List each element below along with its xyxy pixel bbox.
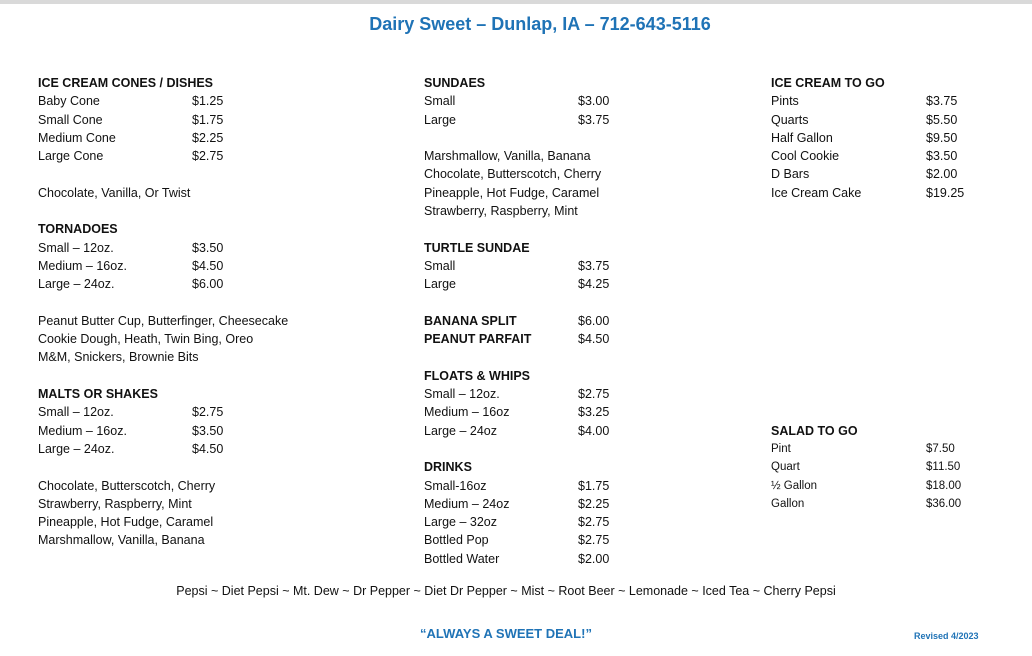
menu-item	[38, 403, 368, 421]
cone-flavors: Chocolate, Vanilla, Or Twist	[38, 185, 191, 200]
item-name: BANANA SPLIT	[424, 313, 517, 328]
tornado-flavors-line: Cookie Dough, Heath, Twin Bing, Oreo	[38, 332, 254, 347]
menu-item	[38, 440, 368, 458]
item-price: $2.75	[192, 149, 224, 164]
item-name: Medium – 16oz	[424, 405, 510, 420]
item-name: Small-16oz	[424, 478, 487, 493]
item-name: Large Cone	[38, 149, 104, 164]
malt-flavors-line: Chocolate, Butterscotch, Cherry	[38, 478, 216, 493]
item-price: $3.50	[926, 149, 958, 164]
turtle-heading: TURTLE SUNDAE	[424, 240, 530, 255]
malt-flavors-line: Pineapple, Hot Fudge, Caramel	[38, 515, 214, 530]
item-price: $3.75	[926, 94, 958, 109]
item-name: Large	[424, 112, 456, 127]
menu-item	[424, 385, 724, 403]
item-name: Quarts	[771, 112, 809, 127]
sundae-flavors-line: Strawberry, Raspberry, Mint	[424, 204, 578, 219]
item-price: $2.75	[192, 405, 224, 420]
item-price: $3.00	[578, 94, 610, 109]
cones-heading: ICE CREAM CONES / DISHES	[38, 76, 214, 90]
item-price: $19.25	[926, 185, 965, 200]
page-title: Dairy Sweet – Dunlap, IA – 712-643-5116	[369, 14, 711, 34]
special-item	[424, 330, 724, 348]
item-price: $11.50	[926, 461, 961, 474]
menu-item	[38, 92, 368, 110]
sundae-flavors-line: Pineapple, Hot Fudge, Caramel	[424, 185, 600, 200]
item-price: $3.50	[192, 240, 224, 255]
item-price: $4.25	[578, 277, 610, 292]
item-price: $2.25	[192, 130, 224, 145]
menu-item	[771, 165, 1011, 183]
menu-item	[38, 111, 368, 129]
menu-item	[771, 440, 1011, 458]
item-price: $9.50	[926, 130, 958, 145]
menu-item	[424, 92, 724, 110]
item-price: $2.25	[578, 496, 610, 511]
sundaes-heading: SUNDAES	[424, 76, 486, 90]
tornado-flavors-line: Peanut Butter Cup, Butterfinger, Cheesecake	[38, 313, 289, 328]
item-price: $1.25	[192, 94, 224, 109]
special-item	[424, 312, 724, 330]
revised-date: Revised 4/2023	[914, 631, 979, 641]
menu-item	[424, 275, 724, 293]
menu-column-middle	[424, 74, 724, 568]
menu-item	[38, 422, 368, 440]
item-name: Medium – 24oz	[424, 496, 510, 511]
menu-item	[424, 111, 724, 129]
menu-item	[771, 184, 1011, 202]
item-name: Small – 12oz.	[424, 387, 500, 402]
item-price: $2.75	[578, 515, 610, 530]
menu-item	[38, 275, 368, 293]
item-price: $5.50	[926, 112, 958, 127]
item-price: $4.50	[578, 332, 610, 347]
item-price: $2.75	[578, 533, 610, 548]
item-name: Bottled Pop	[424, 533, 489, 548]
item-name: Small – 12oz.	[38, 240, 114, 255]
slogan: “ALWAYS A SWEET DEAL!”	[420, 626, 592, 641]
togo-heading: ICE CREAM TO GO	[771, 76, 885, 90]
malt-flavors-line: Marshmallow, Vanilla, Banana	[38, 533, 205, 548]
item-name: Large – 24oz.	[38, 277, 115, 292]
menu-item	[424, 422, 724, 440]
menu-item	[424, 550, 724, 568]
item-price: $36.00	[926, 497, 962, 510]
tornado-flavors-line: M&M, Snickers, Brownie Bits	[38, 350, 199, 365]
sundae-flavors-line: Marshmallow, Vanilla, Banana	[424, 149, 591, 164]
item-name: Medium – 16oz.	[38, 258, 127, 273]
item-name: Ice Cream Cake	[771, 185, 862, 200]
item-name: Quart	[771, 461, 800, 474]
item-name: Baby Cone	[38, 94, 100, 109]
menu-item	[38, 239, 368, 257]
item-name: D Bars	[771, 167, 810, 182]
item-price: $2.00	[926, 167, 958, 182]
tornadoes-heading: TORNADOES	[38, 222, 118, 237]
menu-item	[771, 147, 1011, 165]
floats-heading: FLOATS & WHIPS	[424, 368, 531, 383]
item-name: Large – 24oz.	[38, 441, 115, 456]
item-price: $4.50	[192, 258, 224, 273]
menu-item	[424, 403, 724, 421]
menu-item	[771, 495, 1011, 513]
item-price: $3.25	[578, 405, 610, 420]
item-name: Bottled Water	[424, 551, 500, 566]
menu-item	[424, 513, 724, 531]
top-border	[0, 0, 1032, 4]
item-name: Pint	[771, 442, 791, 455]
item-name: ½ Gallon	[771, 479, 818, 492]
menu-column-left	[38, 74, 368, 550]
item-name: PEANUT PARFAIT	[424, 332, 532, 347]
item-name: Small Cone	[38, 112, 103, 127]
item-price: $1.75	[192, 112, 224, 127]
item-name: Half Gallon	[771, 130, 833, 145]
item-name: Large	[424, 277, 456, 292]
menu-item	[424, 477, 724, 495]
menu-column-right	[771, 74, 1011, 513]
item-name: Medium – 16oz.	[38, 423, 127, 438]
item-price: $2.75	[578, 387, 610, 402]
menu-item	[424, 531, 724, 549]
item-price: $6.00	[192, 277, 224, 292]
menu-item	[38, 147, 368, 165]
item-name: Large – 24oz	[424, 423, 497, 438]
salad-heading: SALAD TO GO	[771, 423, 858, 438]
item-price: $3.50	[192, 423, 224, 438]
item-price: $6.00	[578, 313, 610, 328]
item-name: Cool Cookie	[771, 149, 840, 164]
malts-heading: MALTS OR SHAKES	[38, 387, 158, 402]
item-name: Pints	[771, 94, 799, 109]
menu-item	[771, 129, 1011, 147]
sundae-flavors-line: Chocolate, Butterscotch, Cherry	[424, 167, 602, 182]
malt-flavors-line: Strawberry, Raspberry, Mint	[38, 496, 192, 511]
item-price: $2.00	[578, 551, 610, 566]
menu-item	[38, 129, 368, 147]
item-name: Small	[424, 258, 456, 273]
menu-item	[771, 111, 1011, 129]
item-name: Small – 12oz.	[38, 405, 114, 420]
item-price: $4.00	[578, 423, 610, 438]
menu-item	[771, 92, 1011, 110]
item-price: $4.50	[192, 441, 224, 456]
drinks-heading: DRINKS	[424, 460, 472, 475]
item-name: Small	[424, 94, 456, 109]
item-price: $1.75	[578, 478, 610, 493]
salad-section	[771, 422, 1011, 513]
menu-item	[424, 495, 724, 513]
item-name: Medium Cone	[38, 130, 116, 145]
item-price: $3.75	[578, 112, 610, 127]
menu-item	[38, 257, 368, 275]
item-price: $7.50	[926, 442, 955, 455]
soda-flavor-list: Pepsi ~ Diet Pepsi ~ Mt. Dew ~ Dr Pepper ~ Diet Dr Pepper ~ Mist ~ Root Beer ~ Lemonade ~ Iced Tea ~ Cherry Pepsi	[176, 584, 836, 598]
item-price: $18.00	[926, 479, 962, 492]
menu-item	[771, 477, 1011, 495]
menu-item	[771, 458, 1011, 476]
item-name: Gallon	[771, 497, 805, 510]
item-price: $3.75	[578, 258, 610, 273]
menu-item	[424, 257, 724, 275]
item-name: Large – 32oz	[424, 515, 497, 530]
